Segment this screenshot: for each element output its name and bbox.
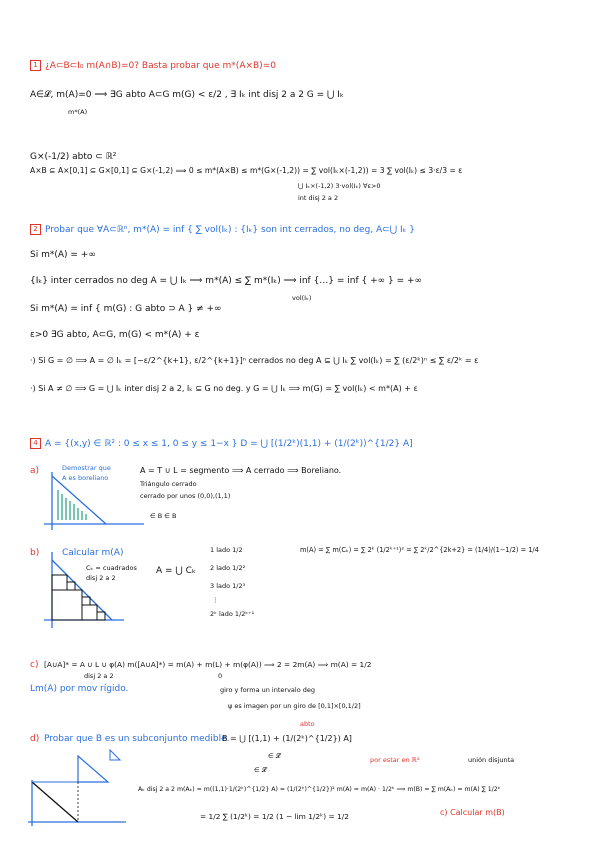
p2-line5: ·) Si G = ∅ ⟹ A = ∅ Iₖ = [−ε/2^{k+1}, ε/2^{k+1}]ⁿ cerrados no deg A ⊆ ⋃ Iₖ ∑ vol(Iₖ) = ∑ (ε/2ᵏ)ⁿ ≤ ∑ ε/2ᵏ = ε (30, 356, 479, 365)
part-d-title: Probar que B es un subconjunto medible. (44, 734, 230, 744)
p2-line1: Si m*(A) = +∞ (30, 250, 96, 260)
part-b-union: A = ⋃ Cₖ (156, 566, 196, 576)
part-a-note1: Demostrar que (62, 464, 111, 472)
part-d-union: B = ⋃ [(1,1) + (1/(2ᵏ)^{1/2}) A] (222, 734, 352, 743)
part-b-disjoint: disj 2 a 2 (86, 574, 116, 582)
problem-1-statement: ¿A⊂B⊂I₀ m(A∩B)=0? Basta probar que m*(A×B)=0 (45, 61, 276, 71)
part-d-annotation-lebesgue-1: ∈ 𝓛 (268, 752, 281, 760)
part-d-line2: = 1/2 ∑ (1/2ᵏ) = 1/2 (1 − lim 1/2ᵏ) = 1/2 (200, 812, 349, 821)
part-a-sub3: ∈ B ∈ B (150, 512, 177, 520)
part-d-calc-mB: c) Calcular m(B) (440, 808, 505, 817)
problem-2-number: 2 (30, 224, 41, 235)
part-d-red-note: por estar en ℝ² (370, 756, 420, 764)
figure-nested-triangles (26, 748, 136, 828)
part-b-side-k: 2ᵏ lado 1/2ᵏ⁺¹ (210, 610, 255, 618)
part-d-annotation-open: abto (300, 720, 315, 728)
p2-line4: ε>0 ∃G abto, A⊂G, m(G) < m*(A) + ε (30, 330, 200, 340)
part-a-label: a) (30, 466, 40, 476)
part-d-line1: Aₖ disj 2 a 2 m(Aₖ) = m((1,1)·1/(2ᵏ)^{1/2} A) = (1/(2ᵏ)^{1/2})² m(A) = m(A) · 1/2ᵏ ⟹ m(B) = ∑ m(Aₖ) = m(A) ∑ 1/2ᵏ (138, 786, 501, 793)
part-c-sub3: giro y forma un intervalo deg (220, 686, 316, 694)
problem-4-statement: A = {(x,y) ∈ ℝ² : 0 ≤ x ≤ 1, 0 ≤ y ≤ 1−x } D = ⋃ [(1/2ᵏ)(1,1) + (1/(2ᵏ))^{1/2} A] (45, 439, 413, 449)
problem-1-number: 1 (30, 60, 41, 71)
part-a-text: A = T ∪ L = segmento ⟹ A cerrado ⟹ Boreliano. (140, 466, 342, 475)
part-a-sub1: Triángulo cerrado (140, 480, 197, 488)
p1-line2b: m*(A) (68, 108, 88, 116)
part-d-disjoint-union: unión disjunta (468, 756, 515, 764)
p1-line4: A×B ⊆ A×[0,1] ⊆ G×[0,1] ⊆ G×(-1,2) ⟹ 0 ≤ m*(A×B) ≤ m*(G×(-1,2)) = ∑ vol(Iₖ×(-1,2)) = 3 ∑ vol(Iₖ) ≤ 3·ε/3 = ε (30, 166, 463, 175)
figure-staircase-squares (40, 550, 130, 635)
p1-line6: int disj 2 a 2 (298, 194, 339, 202)
part-c-note: Lm(A) por mov rígido. (30, 684, 129, 694)
part-b-label: b) (30, 548, 40, 558)
part-b-side-1: 1 lado 1/2 (210, 546, 243, 554)
problem-1-heading (30, 60, 276, 71)
problem-4-heading (30, 438, 413, 449)
part-b-side-3: 3 lado 1/2³ (210, 582, 246, 590)
p2-line3: Si m*(A) = inf { m(G) : G abto ⊃ A } ≠ +∞ (30, 304, 222, 314)
part-c-sub2: 0 (218, 672, 223, 680)
problem-4-number: 4 (30, 438, 41, 449)
part-b-squares: Cₖ = cuadrados (86, 564, 137, 572)
part-d-annotation-lebesgue-2: ∈ 𝓛 (254, 766, 267, 774)
p2-line2b: vol(Iₖ) (292, 294, 312, 302)
part-b-result: m(A) = ∑ m(Cₖ) = ∑ 2ᵏ (1/2ᵏ⁺¹)² = ∑ 2ᵏ/2^{2k+2} = (1/4)/(1−1/2) = 1/4 (300, 546, 539, 554)
part-a-sub2: cerrado por unos (0,0),(1,1) (140, 492, 231, 500)
part-b-side-2: 2 lado 1/2² (210, 564, 246, 572)
p2-line2: {Iₖ} inter cerrados no deg A = ⋃ Iₖ ⟹ m*(A) ≤ ∑ m*(Iₖ) ⟹ inf {…} = inf { +∞ } = +∞ (30, 276, 423, 286)
p1-line5: ⋃ Iₖ×(-1,2) 3·vol(Iₖ) ∀ε>0 (298, 182, 381, 190)
p2-line6: ·) Si A ≠ ∅ ⟹ G = ⋃ Iₖ inter disj 2 a 2, Iₖ ⊆ G no deg. y G = ⋃ Iₖ ⟹ m(G) = ∑ vol(Iₖ) < m*(A) + ε (30, 384, 418, 393)
part-a-note2: A es boreliano (62, 474, 109, 482)
problem-2-heading (30, 224, 415, 235)
part-c-sub1: disj 2 a 2 (84, 672, 114, 680)
p1-line2a: A∈𝓛, m(A)=0 ⟹ ∃G abto A⊂G m(G) < ε/2 , ∃ Iₖ int disj 2 a 2 G = ⋃ Iₖ (30, 90, 344, 100)
part-c-text: [A∪A]* = A ∪ L ∪ φ(A) m([A∪A]*) = m(A) + m(L) + m(φ(A)) ⟹ 2 = 2m(A) ⟹ m(A) = 1/2 (44, 660, 372, 669)
p1-line3: G×(-1/2) abto ⊂ ℝ² (30, 152, 117, 162)
part-b-title: Calcular m(A) (62, 548, 124, 558)
part-b-side-dots: ⋮ (212, 596, 219, 604)
part-c-sub4: ψ es imagen por un giro de [0,1]×[0,1/2] (228, 702, 361, 710)
problem-2-statement: Probar que ∀A⊂ℝⁿ, m*(A) = inf { ∑ vol(Iₖ) : {Iₖ} son int cerrados, no deg, A⊂⋃ Iₖ } (45, 225, 416, 235)
part-d-label: d) (30, 734, 40, 744)
part-c-label: c) (30, 660, 39, 670)
